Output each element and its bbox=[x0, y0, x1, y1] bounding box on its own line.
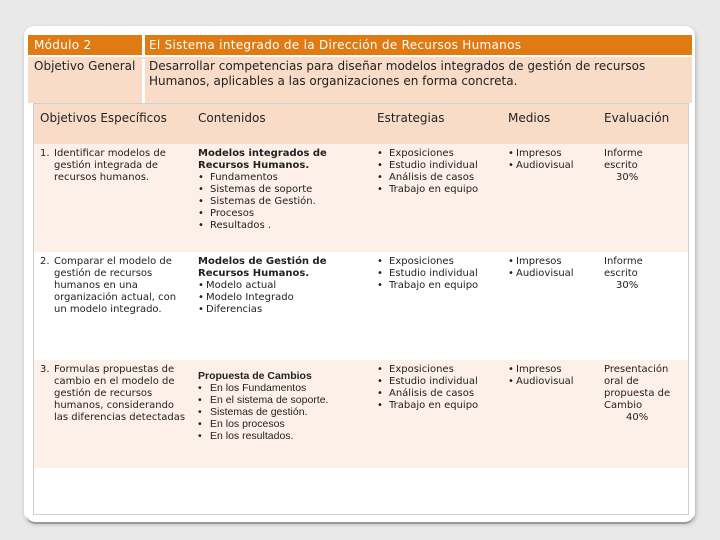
evaluation-cell bbox=[604, 364, 684, 424]
objective-number: 3. bbox=[40, 364, 50, 375]
objective-number: 1. bbox=[40, 148, 50, 159]
module-row bbox=[28, 35, 692, 57]
strategy-item: • Trabajo en equipo bbox=[377, 400, 507, 412]
table-row bbox=[34, 144, 688, 252]
objective-cell bbox=[40, 364, 188, 424]
objective-text: Comparar el modelo de gestión de recursos humanos en una organización actual, con un modelo integrado. bbox=[54, 256, 177, 315]
content-item: • En los resultados. bbox=[198, 430, 343, 442]
strategy-item: • Estudio individual bbox=[377, 268, 507, 280]
media-item: • Impresos bbox=[508, 148, 598, 160]
content-item: • Modelo Integrado bbox=[198, 292, 343, 304]
strategy-item: • Trabajo en equipo bbox=[377, 184, 507, 196]
content-item: • Resultados . bbox=[198, 220, 343, 232]
evaluation-percent: 40% bbox=[626, 412, 649, 423]
content-item: • En los procesos bbox=[198, 418, 343, 430]
objective-text: Desarrollar competencias para diseñar modelos integrados de gestión de recursos Humanos, aplicables a las organizaciones en forma concreta. bbox=[149, 59, 646, 88]
content-item: • Fundamentos bbox=[198, 172, 343, 184]
content-item: • En el sistema de soporte. bbox=[198, 394, 343, 406]
media-item: • Impresos bbox=[508, 256, 598, 268]
strategy-cell bbox=[377, 364, 507, 412]
content-item: • Procesos bbox=[198, 208, 343, 220]
content-item: • Modelo actual bbox=[198, 280, 343, 292]
module-title: El Sistema integrado de la Dirección de Recursos Humanos bbox=[149, 38, 522, 52]
header-evaluacion: Evaluación bbox=[604, 111, 670, 125]
evaluation-text: Informe escrito bbox=[604, 256, 643, 279]
evaluation-text: Presentación oral de propuesta de Cambio bbox=[604, 364, 671, 411]
strategy-item: • Exposiciones bbox=[377, 364, 507, 376]
header-contenidos: Contenidos bbox=[198, 111, 266, 125]
table-row bbox=[34, 252, 688, 360]
objective-text: Formulas propuestas de cambio en el modelo de gestión de recursos humanos, considerando las diferencias detectadas bbox=[54, 364, 186, 423]
strategy-item: • Análisis de casos bbox=[377, 172, 507, 184]
strategy-item: • Exposiciones bbox=[377, 148, 507, 160]
media-item: • Impresos bbox=[508, 364, 598, 376]
evaluation-percent: 30% bbox=[616, 172, 639, 183]
objective-text: Identificar modelos de gestión integrada de recursos humanos. bbox=[54, 148, 166, 183]
evaluation-cell bbox=[604, 148, 684, 184]
media-cell bbox=[508, 256, 598, 280]
table-row bbox=[34, 360, 688, 468]
strategy-item: • Estudio individual bbox=[377, 160, 507, 172]
content-title: Modelos integrados de Recursos Humanos. bbox=[198, 148, 327, 171]
module-header bbox=[28, 35, 692, 103]
header-estrategias: Estrategias bbox=[377, 111, 445, 125]
content-title: Modelos de Gestión de Recursos Humanos. bbox=[198, 256, 327, 279]
strategy-cell bbox=[377, 256, 507, 292]
strategy-item: • Análisis de casos bbox=[377, 388, 507, 400]
objective-number: 2. bbox=[40, 256, 50, 267]
header-objetivos: Objetivos Específicos bbox=[40, 111, 167, 125]
content-item: • Diferencias bbox=[198, 304, 343, 316]
objective-cell bbox=[40, 256, 188, 316]
evaluation-text: Informe escrito bbox=[604, 148, 643, 171]
header-medios: Medios bbox=[508, 111, 551, 125]
objective-cell bbox=[40, 148, 188, 184]
strategy-item: • Trabajo en equipo bbox=[377, 280, 507, 292]
media-cell bbox=[508, 364, 598, 388]
content-cell bbox=[198, 256, 343, 316]
content-cell bbox=[198, 370, 343, 442]
content-item: • Sistemas de soporte bbox=[198, 184, 343, 196]
module-label: Módulo 2 bbox=[28, 35, 145, 55]
content-title: Propuesta de Cambios bbox=[198, 370, 312, 382]
table-header bbox=[34, 104, 688, 144]
content-item: • Sistemas de gestión. bbox=[198, 406, 343, 418]
evaluation-cell bbox=[604, 256, 684, 292]
content-item: • Sistemas de Gestión. bbox=[198, 196, 343, 208]
media-item: • Audiovisual bbox=[508, 160, 598, 172]
strategy-item: • Exposiciones bbox=[377, 256, 507, 268]
objective-label: Objetivo General bbox=[28, 59, 145, 103]
objective-row bbox=[28, 57, 692, 103]
evaluation-percent: 30% bbox=[616, 280, 639, 291]
media-cell bbox=[508, 148, 598, 172]
media-item: • Audiovisual bbox=[508, 376, 598, 388]
media-item: • Audiovisual bbox=[508, 268, 598, 280]
strategy-cell bbox=[377, 148, 507, 196]
content-cell bbox=[198, 148, 343, 232]
content-item: • En los Fundamentos bbox=[198, 382, 343, 394]
objectives-table bbox=[33, 103, 689, 515]
strategy-item: • Estudio individual bbox=[377, 376, 507, 388]
